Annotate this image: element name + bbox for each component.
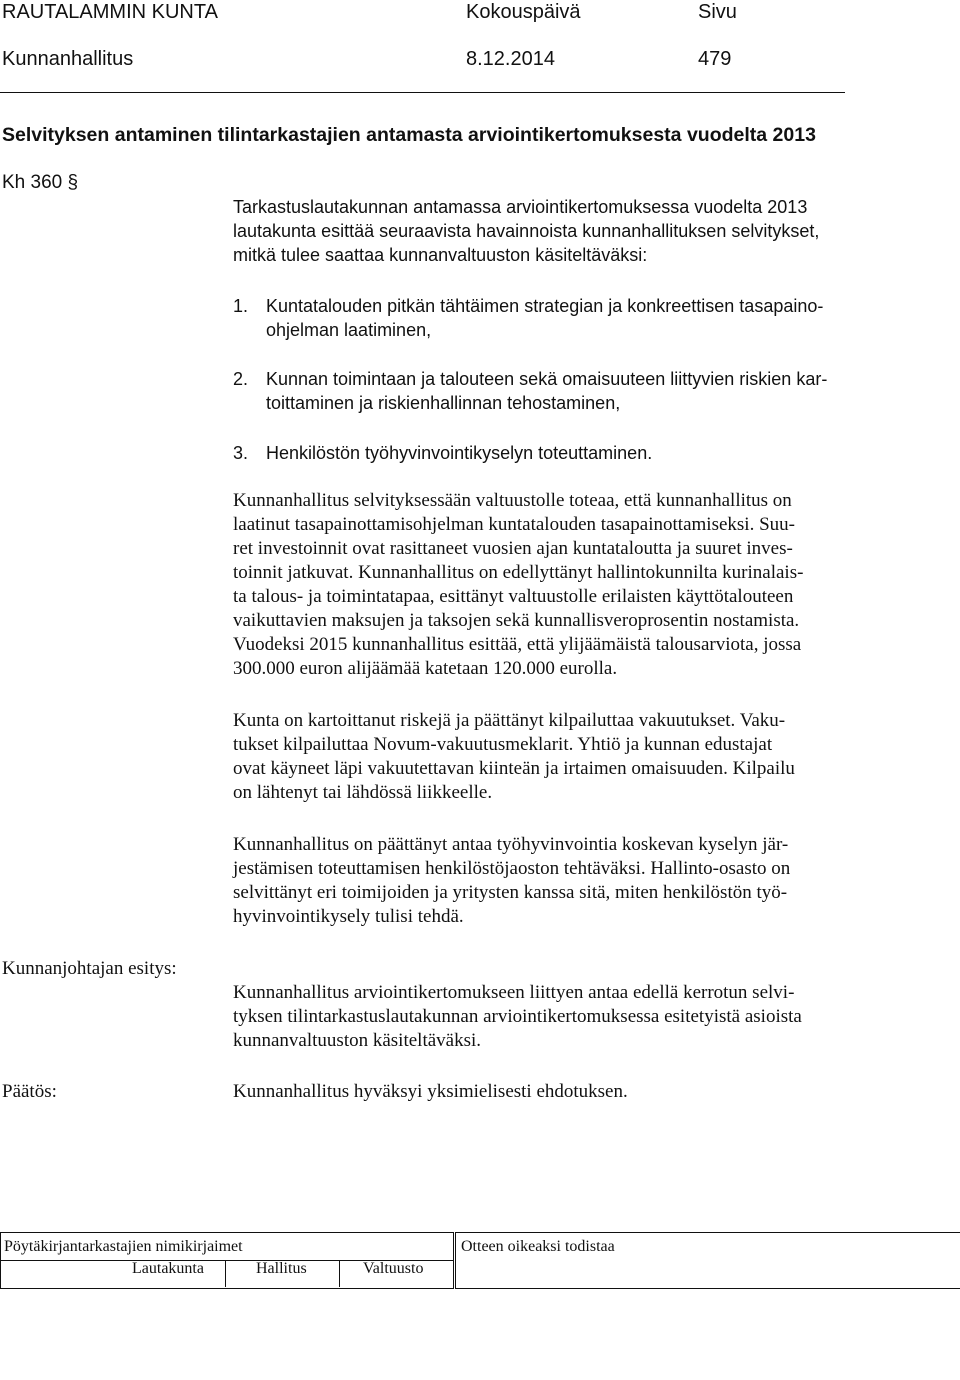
decision-text: Kunnanhallitus hyväksyi yksimielisesti ehdotuksen. (233, 1081, 628, 1102)
proposal-label: Kunnanjohtajan esitys: (2, 958, 177, 979)
list-number: 3. (233, 443, 249, 463)
footer-cell-valtuusto: Valtuusto (363, 1260, 424, 1277)
page-label: Sivu (698, 1, 737, 23)
paragraph-line: laatinut tasapainottamisohjelman kuntatalouden tasapainottamiseksi. Suu- (233, 514, 795, 535)
header-divider (0, 92, 845, 93)
list-line: Henkilöstön työhyvinvointikyselyn toteuttaminen. (266, 443, 653, 463)
paragraph-line: Kunta on kartoittanut riskejä ja päättänyt kilpailuttaa vakuutukset. Vaku- (233, 710, 786, 731)
body-paragraph (233, 833, 873, 929)
paragraph-line: Kunnanhallitus selvityksessään valtuustolle toteaa, että kunnanhallitus on (233, 490, 792, 511)
proposal-text (233, 981, 873, 1053)
paragraph-line: ret investoinnit ovat rasittaneet vuosien ajan kuntataloutta ja suuret inves- (233, 538, 793, 559)
paragraph-line: selvittänyt eri toimijoiden ja yritysten kanssa sitä, miten henkilöstön työ- (233, 882, 788, 903)
list-number: 1. (233, 296, 249, 316)
meeting-date-label: Kokouspäivä (466, 1, 581, 23)
body-paragraph (233, 489, 873, 681)
list-line: toittaminen ja riskienhallinnan tehostaminen, (266, 393, 621, 413)
footer-cell-lautakunta: Lautakunta (132, 1260, 204, 1277)
paragraph-line: tukset kilpailuttaa Novum-vakuutusmeklarit. Yhtiö ja kunnan edustajat (233, 734, 773, 755)
section-title: Selvityksen antaminen tilintarkastajien antamasta arviointikertomuksesta vuodelta 2013 (2, 124, 816, 146)
paragraph-line: ta talous- ja toimintatapaa, esittänyt valtuustolle erilaisten käyttötalouteen (233, 586, 794, 607)
proposal-line: tyksen tilintarkastuslautakunnan arviointikertomuksessa esitetyistä asioista (233, 1006, 802, 1027)
paragraph-line: jestämisen toteuttamisen henkilöstöjaoston tehtäväksi. Hallinto-osasto on (233, 858, 791, 879)
page-number: 479 (698, 48, 732, 70)
footer-cell-divider (339, 1260, 340, 1287)
paragraph-line: ovat käyneet läpi vakuutettavan kiinteän ja irtaimen omaisuuden. Kilpailu (233, 758, 795, 779)
paragraph-line: 300.000 euron alijäämää katetaan 120.000 eurolla. (233, 658, 618, 679)
intro-line: Tarkastuslautakunnan antamassa arviointikertomuksessa vuodelta 2013 (233, 197, 808, 217)
certified-label: Otteen oikeaksi todistaa (461, 1238, 615, 1255)
proposal-line: Kunnanhallitus arviointikertomukseen liittyen antaa edellä kerrotun selvi- (233, 982, 795, 1003)
signatures-label: Pöytäkirjantarkastajien nimikirjaimet (4, 1238, 243, 1255)
paragraph-line: vaikuttavien maksujen ja taksojen sekä kunnallisveroprosentin nostamista. (233, 610, 800, 631)
intro-line: mitkä tulee saattaa kunnanvaltuuston käsiteltäväksi: (233, 245, 648, 265)
decision-label: Päätös: (2, 1081, 57, 1102)
paragraph-line: Kunnanhallitus on päättänyt antaa työhyvinvointia koskevan kyselyn jär- (233, 834, 789, 855)
intro-paragraph (233, 195, 873, 267)
meeting-date: 8.12.2014 (466, 48, 555, 70)
paragraph-line: on lähtenyt tai lähdössä liikkeelle. (233, 782, 493, 803)
footer-cell-divider (225, 1260, 226, 1287)
list-number: 2. (233, 369, 249, 389)
list-line: Kunnan toimintaan ja talouteen sekä omaisuuteen liittyvien riskien kar- (266, 369, 828, 389)
intro-line: lautakunta esittää seuraavista havainnoista kunnanhallituksen selvitykset, (233, 221, 820, 241)
paragraph-line: Vuodeksi 2015 kunnanhallitus esittää, että ylijäämäistä talousarviota, jossa (233, 634, 802, 655)
municipality-name: RAUTALAMMIN KUNTA (2, 1, 218, 23)
list-line: ohjelman laatiminen, (266, 320, 432, 340)
body-name: Kunnanhallitus (2, 48, 134, 70)
paragraph-line: toinnit jatkuvat. Kunnanhallitus on edellyttänyt hallintokunnilta kurinalais- (233, 562, 804, 583)
list-line: Kuntatalouden pitkän tähtäimen strategian ja konkreettisen tasapaino- (266, 296, 824, 316)
footer-cell-hallitus: Hallitus (256, 1260, 307, 1277)
body-paragraph (233, 709, 873, 805)
proposal-line: kunnanvaltuuston käsiteltäväksi. (233, 1030, 482, 1051)
section-ref: Kh 360 § (2, 172, 79, 193)
paragraph-line: hyvinvointikysely tulisi tehdä. (233, 906, 464, 927)
